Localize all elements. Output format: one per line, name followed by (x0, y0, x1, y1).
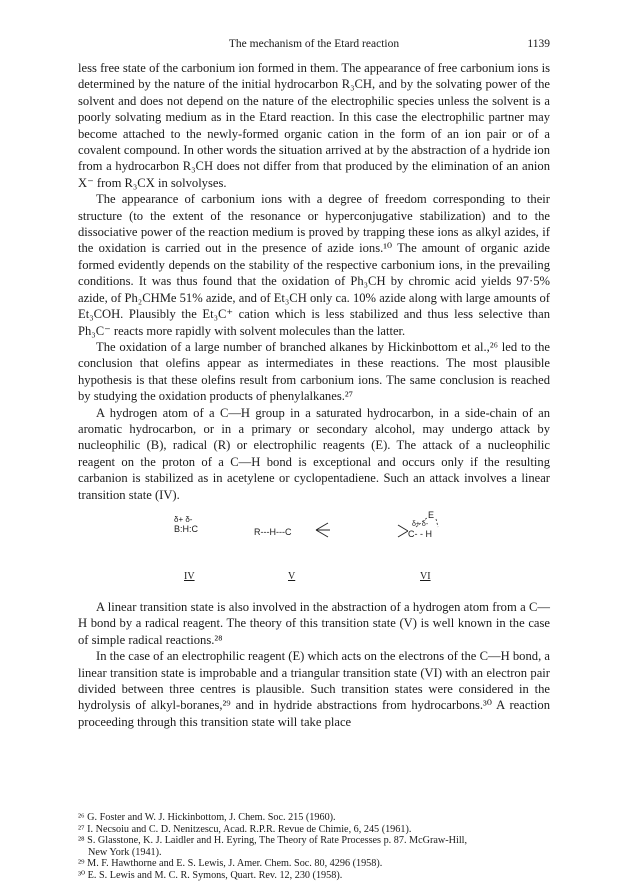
article-body (78, 60, 550, 730)
paragraph-carbonium-trapping: The appearance of carbonium ions with a degree of freedom corresponding to their structure (to the extent of the resonance or hyperconjugative stabilization) and to the dissociative power of the reaction medium is proved by trapping these ions as alkyl azides, if the oxidation is carried out in the presence of azide ions.¹⁰ The amount of organic azide formed evidently depends on the stability of the respective carbonium ions, in the prevailing conditions. It was thus found that the oxidation of Ph₃CH by chromic acid yields 97·5% azide, of Ph₂CHMe 51% azide, and of Et₃CH only ca. 10% azide along with large amounts of Et₃COH. Plausibly the Et₃C⁺ cation which is less stabilized and thus less selective than Ph₃C⁻ reacts more rapidly with solvent molecules than the latter. (78, 192, 550, 338)
running-title: The mechanism of the Etard reaction (228, 38, 400, 50)
label-iv: IV (184, 570, 195, 582)
label-v: V (288, 570, 296, 582)
footnotes (78, 812, 550, 882)
footnote-28: ²⁸ S. Glasstone, K. J. Laidler and H. Eyring, The Theory of Rate Processes p. 87. McGraw-Hill, (78, 835, 468, 847)
transition-state-structures (78, 509, 550, 595)
structure-vi-formula: C- - H (408, 528, 432, 539)
footnote-27: ²⁷ I. Necsoiu and C. D. Nenitzescu, Acad. R.P.R. Revue de Chimie, 6, 245 (1961). (78, 823, 412, 835)
footnote-30: ³⁰ E. S. Lewis and M. C. R. Symons, Quart. Rev. 12, 230 (1958). (78, 869, 343, 881)
structure-v (254, 524, 291, 540)
footnote-28-continued: New York (1941). (88, 846, 162, 858)
label-vi: VI (420, 570, 431, 582)
structure-iv-formula: B:H:C (174, 523, 199, 534)
paragraph-electrophilic: In the case of an electrophilic reagent (E) which acts on the electrons of the C—H bond, a linear transition state is improbable and a triangular transition state (VI) with an electron pair divided between three centres is plausible. Such transition states were considered in the hydrolysis of alkyl-boranes,²⁹ and in hydride abstractions from hydrocarbons.³⁰ A reaction proceeding through this transition state will take place (78, 649, 550, 729)
structure-iv (174, 515, 198, 535)
structure-vi-charges: δ+ δ- (412, 520, 429, 528)
structure-v-formula: R---H---C (254, 526, 292, 537)
paragraph-hickinbottom: The oxidation of a large number of branched alkanes by Hickinbottom et al.,²⁶ led to the conclusion that olefins appear as intermediates in these reactions. The most plausible hypothesis is that these olefins result from carbonium ions. The same conclusion is reached by studying the oxidation products of phenylalkanes.²⁷ (78, 339, 550, 404)
footnote-29: ²⁹ M. F. Hawthorne and E. S. Lewis, J. Amer. Chem. Soc. 80, 4296 (1958). (78, 858, 383, 870)
structure-vi-electrophile: E (428, 509, 435, 520)
footnote-26: ²⁶ G. Foster and W. J. Hickinbottom, J. Chem. Soc. 215 (1960). (78, 812, 336, 823)
structure-iv-charges: δ+ δ- (174, 514, 193, 524)
structure-v-bonds (314, 521, 336, 539)
paragraph-hydrogen-attack: A hydrogen atom of a C—H group in a saturated hydrocarbon, in a side-chain of an aromatic hydrocarbon, or in a primary or secondary alcohol, may undergo attack by nucleophilic (B), radical (R) or electrophilic reagents (E). The attack of a nucleophilic reagent on the proton of a C—H bond is exceptional and occurs only if the resulting carbanion is stabilized as in acetylene or cyclopentadiene. Such an attack involves a linear transition state (IV). (78, 405, 550, 502)
paragraph-linear-transition: A linear transition state is also involved in the abstraction of a hydrogen atom from a C—H bond by a radical reagent. The theory of this transition state (V) is well known in the case of simple radical reactions.²⁸ (78, 599, 550, 647)
page-number: 1139 (527, 38, 550, 50)
paragraph-continued: less free state of the carbonium ion formed in them. The appearance of free carbonium ions is determined by the nature of the initial hydrocarbon R₃CH, and by the solvating power of the solvent and does not depend on the nature of the electrophilic species unless the solvent is a poorly solvating medium as in the Etard reaction. In this case the electrophilic partner may become attached to the newly-formed organic cation in the form of an ion pair or of a covalent compound. In other words the situation arrived at by the abstraction of a hydride ion from a hydrocarbon R₃CH does not differ from that produced by the elimination of an anion X⁻ from R₃CX in solvolyses. (78, 61, 550, 190)
